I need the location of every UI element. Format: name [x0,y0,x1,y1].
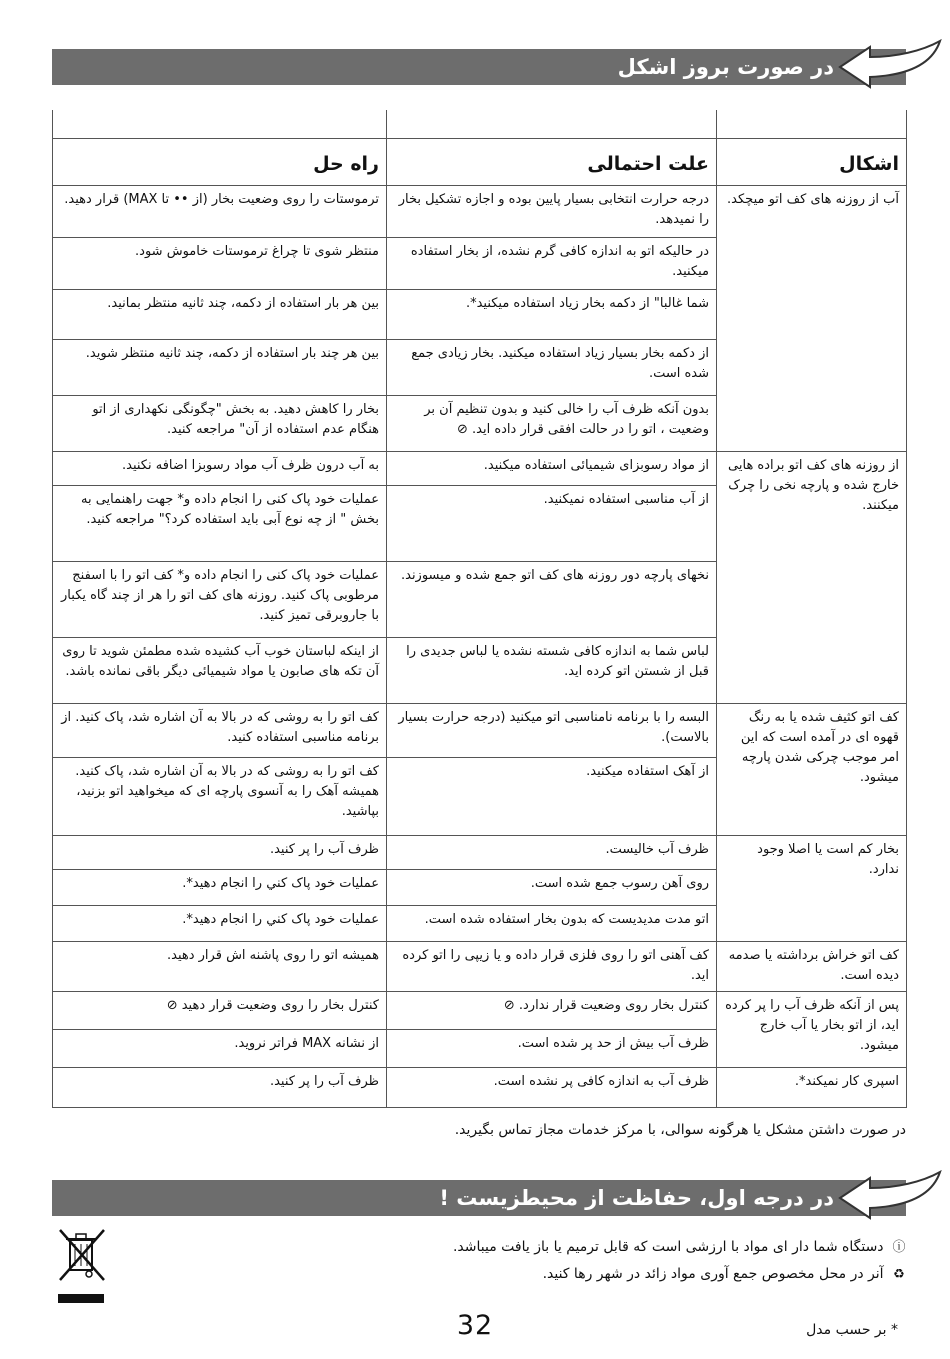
footnote: * بر حسب مدل [806,1322,898,1338]
solution-cell: از اینکه لباستان خوب آب کشیده شده مطمئن شوید تا روی آن تکه های صابون یا مواد شیمیائی دیگر باقی نمانده باشد. [53,638,387,704]
cause-cell: بدون آنکه ظرف آب را خالی کنید و بدون تنظیم آن بر وضعیت ، اتو را در حالت افقی قرار داده اید. ⊘ [387,396,717,452]
cause-cell: ظرف آب به اندازه کافی پر نشده است. [387,1068,717,1108]
info-icon: ⓘ [892,1240,906,1255]
solution-cell: کف اتو را به روشی که در بالا به آن اشاره شد، پاک کنید. از برنامه مناسبی استفاده کنید. [53,704,387,758]
problem-cell: از روزنه های کف اتو براده هایی خارج شده و پارچه نخی را چرک میکنند. [717,452,907,704]
cause-cell: نخهای پارچه دور روزنه های کف اتو جمع شده و میسوزند. [387,562,717,638]
problem-cell: پس از آنکه ظرف آب را پر کرده اید، از اتو بخار یا آب خارج میشود. [717,992,907,1068]
header-problem: اشکال [717,139,907,186]
solution-cell: ظرف آب را پر کنید. [53,836,387,870]
solution-cell: ترموستات را روی وضعیت بخار (از •• تا MAX) قرار دهید. [53,186,387,238]
list-item: ⓘ دستگاه شما دار ای مواد با ارزشی است که قابل ترمیم یا باز یافت میباشد. [453,1234,910,1261]
section-banner [52,49,906,85]
cause-cell: لباس شما به اندازه کافی شسته نشده یا لباس جدیدی را قبل از شستن اتو کرده اید. [387,638,717,704]
cause-cell: ظرف آب بیش از حد پر شده است. [387,1030,717,1068]
environment-title: در درجه اول، حفاظت از محیطزیست ! [439,1186,834,1210]
table-row [53,186,907,238]
table-header-row [53,139,907,186]
arrow-left-icon [836,1170,946,1226]
solution-cell: کنترل بخار را روی وضعیت قرار دهید ⊘ [53,992,387,1030]
solution-cell: ظرف آب را پر کنید. [53,1068,387,1108]
solution-cell: همیشه اتو را روی پاشنه اش قرار دهید. [53,942,387,992]
header-solution: راه حل [53,139,387,186]
cause-cell: از مواد رسوبزای شیمیائی استفاده میکنید. [387,452,717,486]
solution-cell: عملیات خود پاک کني را انجام دهید*. [53,906,387,942]
cause-cell: کنترل بخار روی وضعیت قرار ندارد. ⊘ [387,992,717,1030]
solution-cell: منتظر شوی تا چراغ ترموستات خاموش شود. [53,238,387,290]
cause-cell: در حالیکه اتو به اندازه کافی گرم نشده، از بخار استفاده میکنید. [387,238,717,290]
steam-off-icon: ⊘ [166,998,178,1013]
environment-banner [52,1180,906,1216]
solution-cell: از نشانه MAX فراتر نروید. [53,1030,387,1068]
environment-list [453,1234,910,1288]
problem-cell: بخار کم است یا اصلا وجود ندارد. [717,836,907,942]
cause-cell: از دکمه بخار بسیار زیاد استفاده میکنید. بخار زیادی جمع شده است. [387,340,717,396]
solution-cell: عملیات خود پاک کنی را انجام داده و* جهت راهنمایی به بخش " از چه نوع آبی باید استفاده کرد؟" مراجعه کنید. [53,486,387,562]
arrow-left-icon [836,39,946,95]
solution-cell: عملیات خود پاک کنی را انجام داده و* کف اتو را با اسفنج مرطوبی پاک کنید. روزنه های کف اتو را هر از چند گاه یکبار با جاروبرقی تمیز کنید. [53,562,387,638]
bin-underline-bar [58,1294,104,1303]
problem-cell: اسپری کار نمیکند*. [717,1068,907,1108]
problem-cell: آب از روزنه های کف اتو میچکد. [717,186,907,452]
troubleshooting-table [52,110,907,1108]
table-row [53,704,907,758]
steam-off-icon: ⊘ [503,998,515,1013]
cause-cell: ظرف آب خالیست. [387,836,717,870]
section-title: در صورت بروز اشکل [617,55,834,79]
table-row [53,1068,907,1108]
solution-cell: کف اتو را به روشی که در بالا به آن اشاره شد، پاک کنید. همیشه آهک را به آنسوی پارچه ای که میخواهید اتو بزنید، بپاشید. [53,758,387,836]
crossed-bin-icon [56,1228,108,1284]
cause-cell: اتو مدت مدیدیست که بدون بخار استفاده شده است. [387,906,717,942]
cause-cell: روی آهن رسوب جمع شده است. [387,870,717,906]
recycle-icon: ♻ [893,1267,905,1282]
page-number: 32 [456,1310,494,1341]
list-item: ♻ آنر در محل مخصوص جمع آوری مواد زائد در شهر رها کنید. [453,1261,910,1288]
cause-cell: از آب مناسبی استفاده نمیکنید. [387,486,717,562]
header-cause: علت احتمالی [387,139,717,186]
table-row [53,992,907,1030]
cause-cell: کف آهنی اتو را روی فلزی قرار داده و یا زیپی را اتو کرده اید. [387,942,717,992]
problem-cell: کف اتو خراش برداشته یا صدمه دیده است. [717,942,907,992]
solution-cell: بخار را کاهش دهید. به بخش "چگونگی نکهداری از اتو هنگام عدم استفاده از آن" مراجعه کنید. [53,396,387,452]
solution-cell: به آب درون ظرف آب مواد رسوبزا اضافه نکنید. [53,452,387,486]
solution-cell: بین هر چند بار استفاده از دکمه، چند ثانیه منتظر شوید. [53,340,387,396]
cause-cell: درجه حرارت انتخابی بسیار پایین بوده و اجازه تشکیل بخار را نمیدهد. [387,186,717,238]
cause-cell: شما غالبا" از دکمه بخار زیاد استفاده میکنید*. [387,290,717,340]
table-row [53,452,907,486]
cause-cell: البسه را با برنامه نامناسبی اتو میکنید (درجه حرارت بسیار بالاست). [387,704,717,758]
steam-off-icon: ⊘ [456,422,468,438]
table-row [53,942,907,992]
contact-note: در صورت داشتن مشکل یا هرگونه سوالی، با مرکز خدمات مجاز تماس بگیرید. [454,1122,906,1138]
problem-cell: کف اتو کثیف شده یا به رنگ قهوه ای در آمده است که این امر موجب چرکی شدن پارچه میشود. [717,704,907,836]
table-row [53,836,907,870]
cause-cell: از آهک استفاده میکنید. [387,758,717,836]
solution-cell: عملیات خود پاک کني را انجام دهید*. [53,870,387,906]
solution-cell: بین هر بار استفاده از دکمه، چند ثانیه منتظر بمانید. [53,290,387,340]
